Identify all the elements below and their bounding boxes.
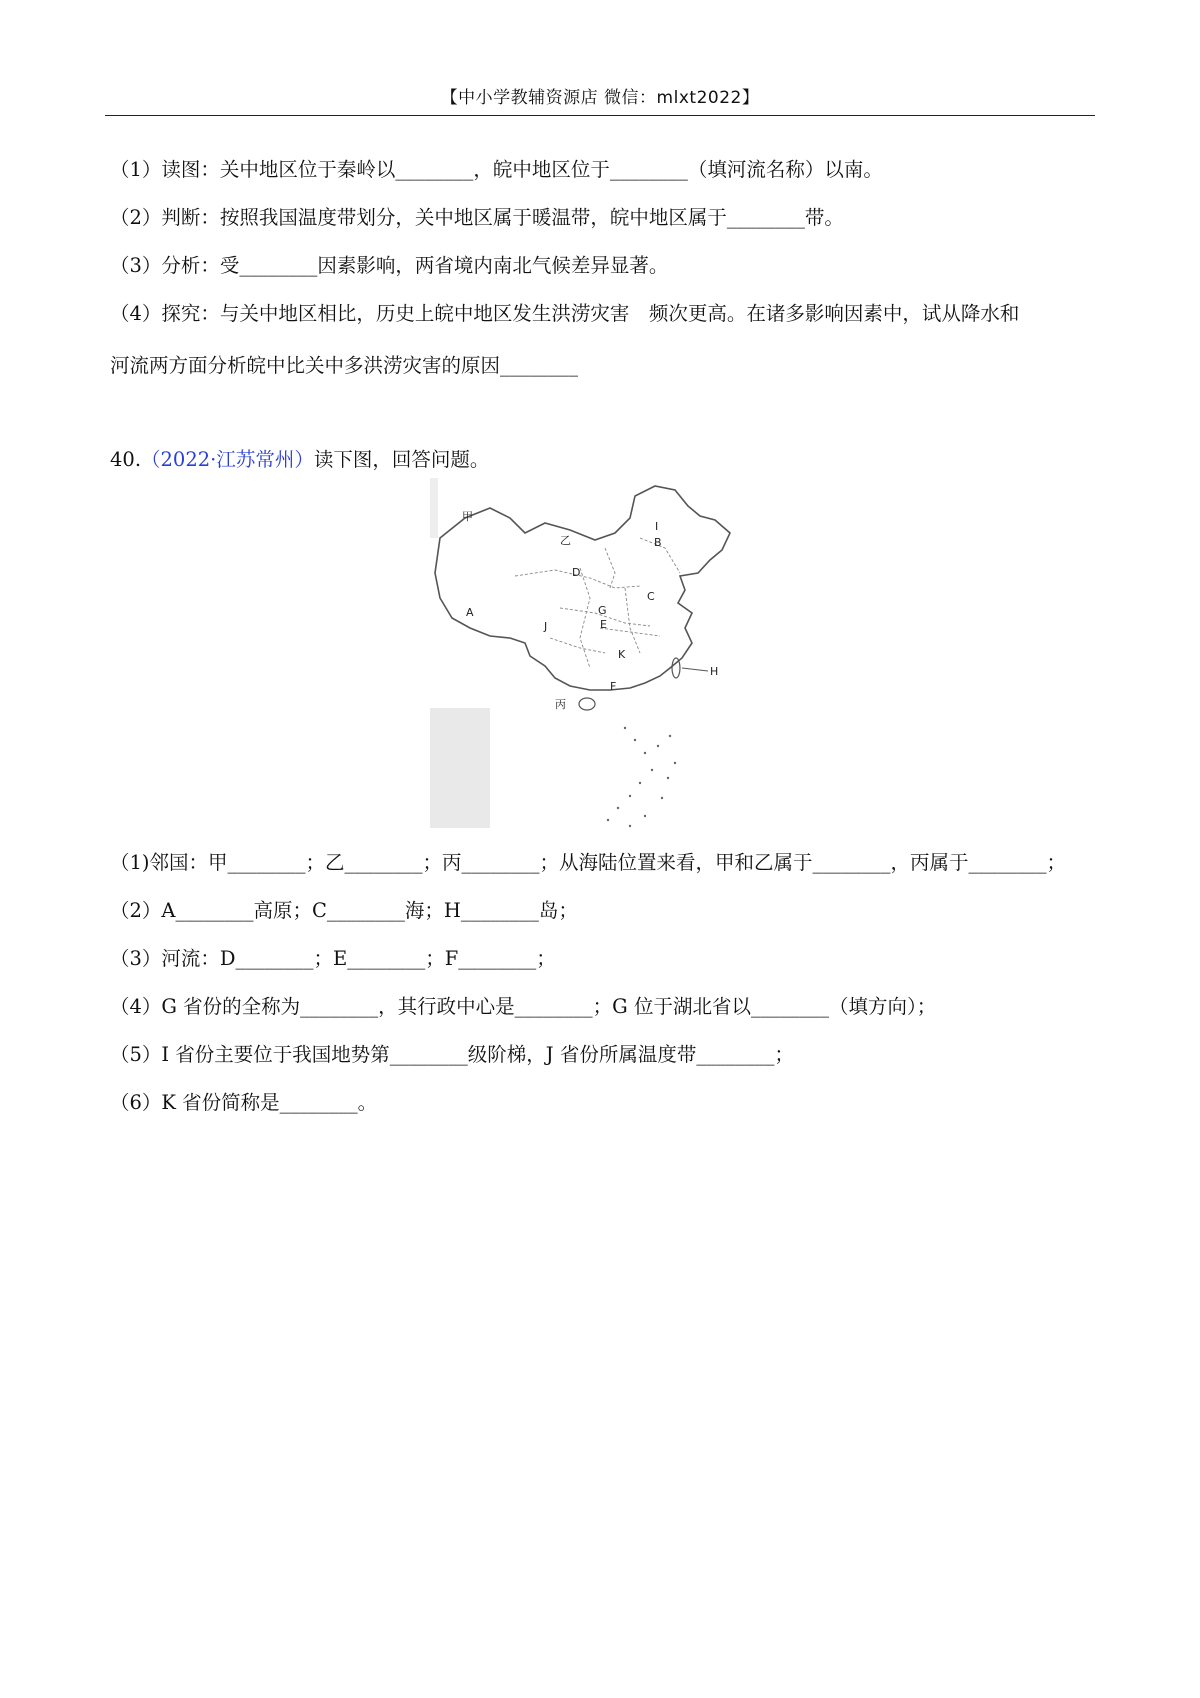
question-stem: 读下图，回答问题。 [313,448,490,471]
label-f: F [610,680,617,693]
map-shading-top [430,478,438,538]
label-h: H [710,665,719,678]
prev-q-item-4-cont: 河流两方面分析皖中比关中多洪涝灾害的原因________ [110,354,579,377]
map-shading [430,708,490,828]
hainan-island [579,698,595,710]
prev-q-item-1: （1）读图：关中地区位于秦岭以________，皖中地区位于________（填河流名称）以南。 [110,158,883,181]
label-a: A [466,606,474,619]
q40-item-1: （1)邻国：甲________；乙________；丙________；从海陆位置来看，甲和乙属于________，丙属于________； [110,851,1067,874]
china-map-figure [430,478,775,838]
prev-q-item-2: （2）判断：按照我国温度带划分，关中地区属于暖温带，皖中地区属于________带。 [110,206,844,229]
label-jia: 甲 [462,510,473,523]
q40-item-3: （3）河流：D________；E________；F________； [110,947,556,970]
label-bing: 丙 [555,698,566,711]
label-d: D [572,566,581,579]
label-b: B [654,536,662,549]
label-k: K [618,648,626,661]
label-g: G [598,604,607,617]
label-j: J [544,620,548,633]
q40-item-5: （5）I 省份主要位于我国地势第________级阶梯，J 省份所属温度带________； [110,1043,794,1066]
south-sea-islands [607,727,676,827]
prev-q-item-3: （3）分析：受________因素影响，两省境内南北气候差异显著。 [110,254,669,277]
page-header: 【中小学教辅资源店 微信：mlxt2022】 [440,88,760,108]
q40-item-2: （2）A________高原；C________海；H________岛； [110,899,578,922]
q40-item-6: （6）K 省份简称是________。 [110,1091,378,1114]
q40-item-4: （4）G 省份的全称为________，其行政中心是________；G 位于湖北省以________（填方向）； [110,995,937,1018]
taiwan-island [672,658,680,678]
label-c: C [647,590,655,603]
header-rule [105,115,1095,116]
province-boundaries [515,538,680,668]
label-e: E [600,618,607,631]
question-source-link[interactable]: （2022·江苏常州） [141,448,314,471]
china-outline [435,486,730,690]
prev-q-item-4: （4）探究：与关中地区相比，历史上皖中地区发生洪涝灾害 频次更高。在诸多影响因素中，试从降水和 [110,302,1020,325]
label-yi: 乙 [560,534,571,547]
h-pointer-line [682,668,708,671]
question-40-heading [110,448,489,472]
label-i: I [655,520,659,533]
question-number: 40. [110,448,142,471]
